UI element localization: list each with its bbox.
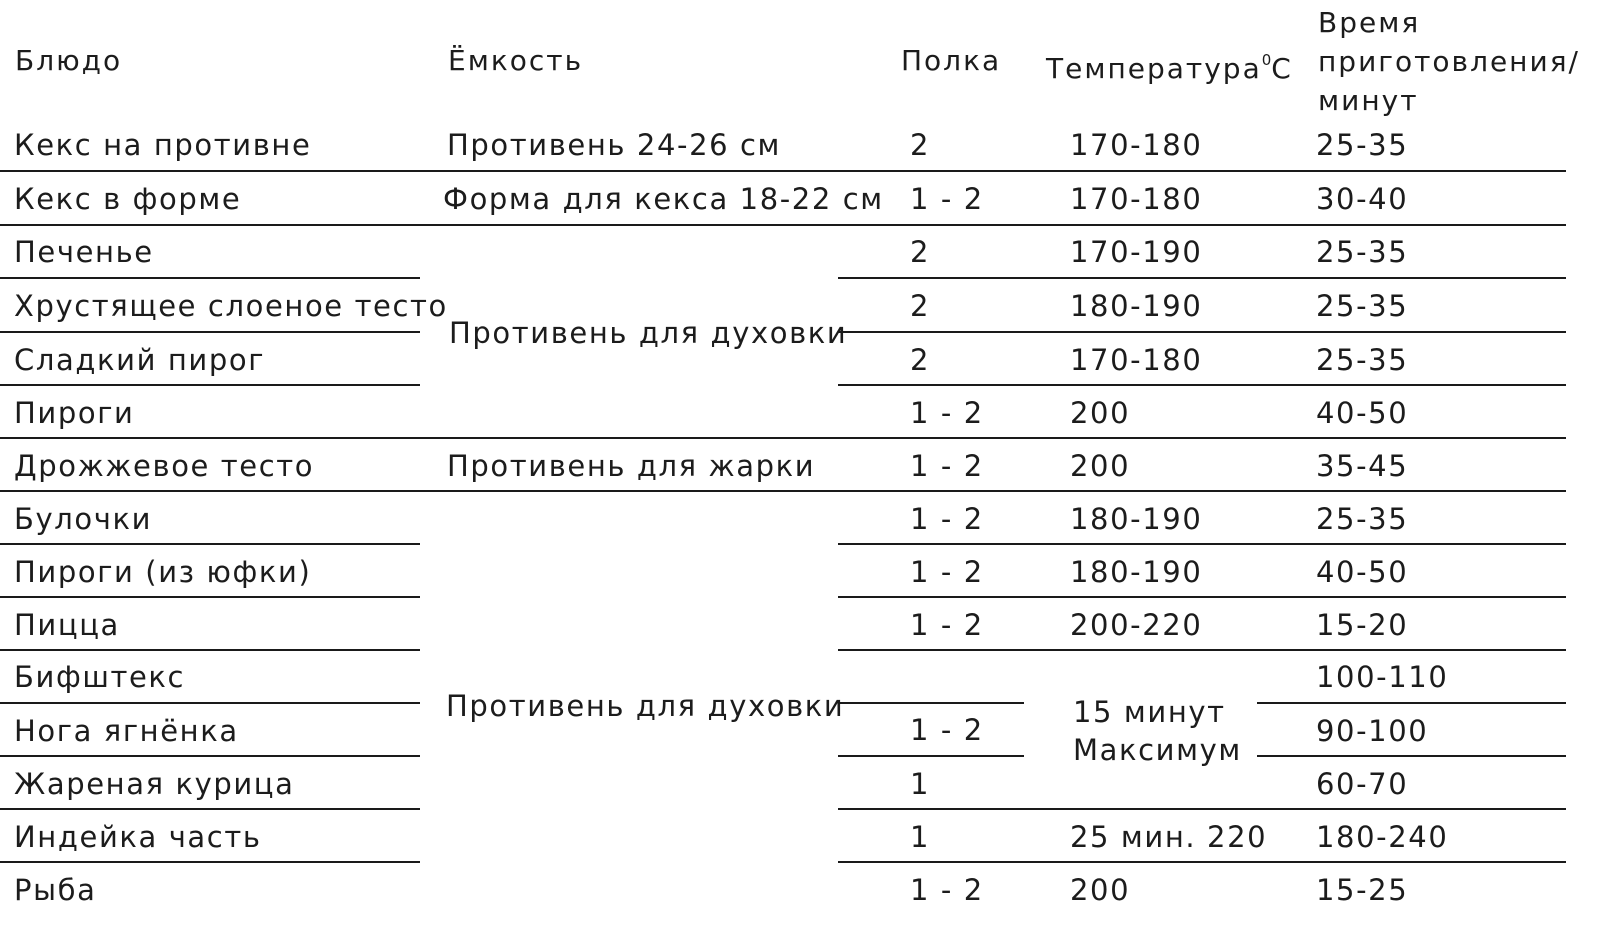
header-temperature-suffix: С bbox=[1271, 52, 1293, 85]
row-divider bbox=[0, 224, 1566, 226]
dish-cell: Печенье bbox=[14, 235, 154, 269]
container-cell: Форма для кекса 18-22 см bbox=[443, 182, 884, 216]
temp-cell: 200-220 bbox=[1070, 608, 1203, 642]
shelf-cell: 1 - 2 bbox=[910, 555, 984, 589]
dish-cell: Дрожжевое тесто bbox=[14, 449, 315, 483]
header-temperature bbox=[1046, 41, 1293, 88]
row-divider bbox=[838, 755, 1024, 757]
dish-cell: Нога ягнёнка bbox=[14, 714, 239, 748]
dish-cell: Хрустящее слоеное тесто bbox=[14, 289, 448, 323]
row-divider bbox=[0, 649, 420, 651]
time-cell: 25-35 bbox=[1316, 502, 1409, 536]
temp-cell: 180-190 bbox=[1070, 555, 1203, 589]
container-cell: Противень для духовки bbox=[449, 316, 848, 350]
row-divider bbox=[0, 702, 420, 704]
temp-cell: 200 bbox=[1070, 873, 1131, 907]
dish-cell: Жареная курица bbox=[14, 767, 295, 801]
shelf-cell: 1 - 2 bbox=[910, 396, 984, 430]
row-divider bbox=[0, 596, 420, 598]
shelf-cell: 1 - 2 bbox=[910, 502, 984, 536]
shelf-cell: 1 - 2 bbox=[910, 873, 984, 907]
row-divider bbox=[838, 702, 1024, 704]
row-divider bbox=[0, 331, 420, 333]
row-divider bbox=[838, 596, 1566, 598]
time-cell: 35-45 bbox=[1316, 449, 1409, 483]
row-divider bbox=[0, 277, 420, 279]
row-divider bbox=[1257, 702, 1566, 704]
time-cell: 25-35 bbox=[1316, 289, 1409, 323]
shelf-cell: 1 - 2 bbox=[910, 608, 984, 642]
dish-cell: Индейка часть bbox=[14, 820, 262, 854]
shelf-cell: 1 - 2 bbox=[910, 449, 984, 483]
time-cell: 25-35 bbox=[1316, 128, 1409, 162]
dish-cell: Рыба bbox=[14, 873, 97, 907]
shelf-cell: 2 bbox=[910, 128, 931, 162]
dish-cell: Пицца bbox=[14, 608, 120, 642]
row-divider bbox=[838, 649, 1566, 651]
shelf-cell: 2 bbox=[910, 289, 931, 323]
shelf-cell: 2 bbox=[910, 343, 931, 377]
time-cell: 100-110 bbox=[1316, 660, 1449, 694]
time-cell: 60-70 bbox=[1316, 767, 1409, 801]
row-divider bbox=[1257, 755, 1566, 757]
header-temperature-label: Температура bbox=[1046, 52, 1262, 85]
container-cell: Противень 24-26 см bbox=[447, 128, 782, 162]
time-cell: 25-35 bbox=[1316, 343, 1409, 377]
temp-cell: 180-190 bbox=[1070, 289, 1203, 323]
dish-cell: Кекс в форме bbox=[14, 182, 242, 216]
dish-cell: Пироги (из юфки) bbox=[14, 555, 312, 589]
row-divider bbox=[0, 861, 420, 863]
row-divider bbox=[0, 755, 420, 757]
row-divider bbox=[838, 808, 1566, 810]
row-divider bbox=[838, 861, 1566, 863]
time-cell: 25-35 bbox=[1316, 235, 1409, 269]
dish-cell: Сладкий пирог bbox=[14, 343, 266, 377]
shelf-cell: 1 - 2 bbox=[910, 182, 984, 216]
temp-cell: 25 мин. 220 bbox=[1070, 820, 1268, 854]
shelf-cell: 1 bbox=[910, 767, 931, 801]
row-divider bbox=[0, 490, 1566, 492]
temp-cell: 180-190 bbox=[1070, 502, 1203, 536]
time-cell: 30-40 bbox=[1316, 182, 1409, 216]
header-time-line2: приготовления/ bbox=[1318, 45, 1580, 78]
header-time-line1: Время bbox=[1318, 6, 1421, 39]
temp-cell: 170-180 bbox=[1070, 128, 1203, 162]
time-cell: 15-20 bbox=[1316, 608, 1409, 642]
header-shelf: Полка bbox=[901, 44, 1002, 77]
time-cell: 40-50 bbox=[1316, 555, 1409, 589]
row-divider bbox=[838, 277, 1566, 279]
row-divider bbox=[0, 543, 420, 545]
shelf-cell: 2 bbox=[910, 235, 931, 269]
degree-mark: 0 bbox=[1261, 51, 1272, 69]
row-divider bbox=[0, 384, 420, 386]
container-cell: Противень для жарки bbox=[447, 449, 816, 483]
row-divider bbox=[0, 808, 420, 810]
time-cell: 15-25 bbox=[1316, 873, 1409, 907]
row-divider bbox=[0, 437, 1566, 439]
temp-cell: 170-180 bbox=[1070, 182, 1203, 216]
dish-cell: Пироги bbox=[14, 396, 135, 430]
temp-merged-line2: Максимум bbox=[1073, 733, 1242, 767]
shelf-cell: 1 - 2 bbox=[910, 713, 984, 747]
row-divider bbox=[838, 543, 1566, 545]
header-time-line3: минут bbox=[1318, 84, 1419, 117]
row-divider bbox=[838, 384, 1566, 386]
row-divider bbox=[0, 170, 1566, 172]
temp-cell: 170-180 bbox=[1070, 343, 1203, 377]
temp-merged-line1: 15 минут bbox=[1073, 695, 1226, 729]
header-dish: Блюдо bbox=[15, 44, 123, 77]
container-cell: Противень для духовки bbox=[446, 689, 845, 723]
temp-cell: 200 bbox=[1070, 396, 1131, 430]
dish-cell: Булочки bbox=[14, 502, 153, 536]
shelf-cell: 1 bbox=[910, 820, 931, 854]
temp-cell: 200 bbox=[1070, 449, 1131, 483]
dish-cell: Кекс на противне bbox=[14, 128, 312, 162]
temp-cell: 170-190 bbox=[1070, 235, 1203, 269]
time-cell: 40-50 bbox=[1316, 396, 1409, 430]
dish-cell: Бифштекс bbox=[14, 660, 186, 694]
header-container: Ёмкость bbox=[448, 44, 584, 77]
row-divider bbox=[838, 331, 1566, 333]
time-cell: 180-240 bbox=[1316, 820, 1449, 854]
time-cell: 90-100 bbox=[1316, 714, 1429, 748]
